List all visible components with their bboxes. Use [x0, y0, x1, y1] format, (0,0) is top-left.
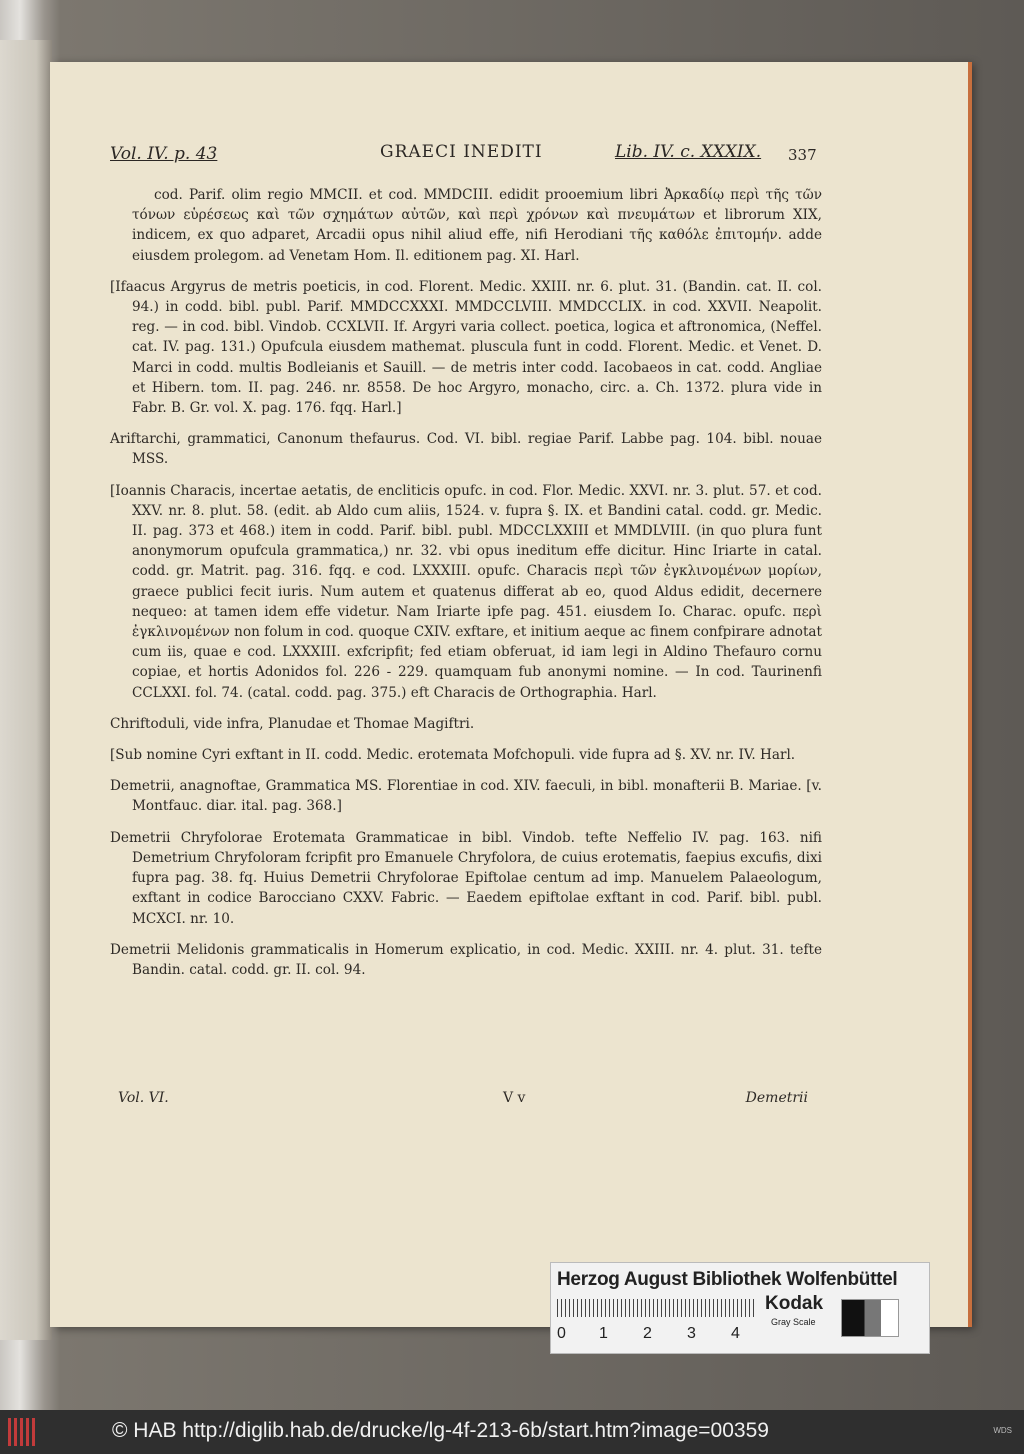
viewer-bar	[0, 1410, 1024, 1454]
source-url[interactable]: © HAB http://diglib.hab.de/drucke/lg-4f-213-6b/start.htm?image=00359	[112, 1419, 769, 1442]
page-body	[110, 185, 822, 991]
gray-scale-label: Gray Scale	[771, 1317, 816, 1327]
ruler-number: 1	[599, 1325, 608, 1342]
page-footer	[118, 1090, 808, 1112]
entry-demetrius-melido: Demetrii Melidonis grammaticalis in Homerum explicatio, in cod. Medic. XXIII. nr. 4. plut. 31. tefte Bandin. catal. codd. gr. II. col. 94.	[110, 941, 822, 978]
running-head	[110, 142, 820, 168]
ruler-number: 3	[687, 1325, 696, 1342]
hab-logo-icon	[8, 1418, 38, 1446]
page-number: 337	[788, 146, 817, 164]
entry-christodulus: Chriftoduli, vide infra, Planudae et Thomae Magiftri.	[110, 715, 475, 732]
wds-badge: WDS	[993, 1426, 1012, 1435]
entry-aristarchus: Ariftarchi, grammatici, Canonum thefaurus. Cod. VI. bibl. regiae Parif. Labbe pag. 104. bibl. nouae MSS.	[110, 431, 822, 468]
entry-cyrus: [Sub nomine Cyri exftant in II. codd. Medic. erotemata Mofchopuli. vide fupra ad §. XV. nr. IV. Harl.	[110, 747, 796, 764]
entry-ioannes-charax: [Ioannis Characis, incertae aetatis, de encliticis opufc. in cod. Flor. Medic. XXVI. nr. 3. plut. 57. et cod. XXV. nr. 8. plut. 58. (edit. ab Aldo cum aliis, 1524. v. fupra §. IX. et Bandini catal. codd. gr. Medic. II. pag. 373 et 468.) item in codd. Parif. bibl. publ. MDCCLXXIII et MMDLVIII. (in quo plura funt anonymorum opufcula grammatica,) nr. 32. vbi opus ineditum effe dicitur. Hinc Iriarte in catal. codd. gr. Matrit. pag. 316. fqq. e cod. LXXXIII. opufc. Characis περὶ τῶν ἐγκλινομένων μορίων, graece publici fecit iuris. Num autem et quatenus differat ab eo, quod Aldus edidit, decernere nequeo: at tamen idem effe videtur. Nam Iriarte ipfe pag. 451. eiusdem Io. Charac. opufc. περὶ ἐγκλινομένων non folum in cod. quoque CXIV. exftare, et initium aeque ac finem confpirare adnotat cum iis, quae e cod. LXXXIII. exfcripfit; fed etiam obferuat, id iam legi in Aldino Thefauro cornu copiae, et hortis Adonidos fol. 226 - 229. quamquam fub anonymi nomine. — In cod. Taurinenfi CCLXXI. fol. 74. (catal. codd. pag. 375.) eft Characis de Orthographia. Harl.	[110, 482, 822, 701]
library-name: Herzog August Bibliothek Wolfenbüttel	[557, 1269, 898, 1290]
ruler-scale	[557, 1299, 757, 1317]
footer-signature: V v	[503, 1090, 526, 1106]
running-head-volume: Vol. IV. p. 43	[110, 144, 218, 164]
running-head-chapter: Lib. IV. c. XXXIX.	[615, 142, 762, 162]
footer-volume: Vol. VI.	[118, 1090, 169, 1106]
ruler-number: 0	[557, 1325, 566, 1342]
ruler-number: 4	[731, 1325, 740, 1342]
kodak-logo: Kodak	[765, 1293, 824, 1314]
color-chart	[550, 1262, 930, 1354]
entry-arcadius: cod. Parif. olim regio MMCII. et cod. MMDCIII. edidit prooemium libri Ἀρκαδίῳ περὶ τῆς τῶν τόνων εὑρέσεως καὶ τῶν σχημάτων αὐτῶν, καὶ περὶ χρόνων καὶ πνευμάτων et librorum XIX, indicem, ex quo adparet, Arcadii opus nihil aliud effe, nifi Herodiani τῆς καθόλε ἐπιτομήν. adde eiusdem prolegom. ad Venetam Hom. Il. editionem pag. XI. Harl.	[132, 187, 822, 264]
gray-patch	[841, 1299, 899, 1337]
facing-page-edge	[0, 40, 52, 1340]
running-head-title: GRAECI INEDITI	[380, 142, 543, 162]
entry-isaacus-argyrus: [Ifaacus Argyrus de metris poeticis, in cod. Florent. Medic. XXIII. nr. 6. plut. 31. (Bandin. cat. II. col. 94.) in codd. bibl. publ. Parif. MMDCCXXXI. MMDCCLVIII. MMDCCLIX. in cod. XXVII. Neapolit. reg. — in cod. bibl. Vindob. CCXLVII. If. Argyri varia collect. poetica, logica et aftronomica, (Neffel. cat. IV. pag. 131.) Opufcula eiusdem mathemat. pluscula funt in codd. Florent. Medic. et Venet. D. Marci in codd. multis Bodleianis et Sauill. — de metris inter codd. Iacobaeos in cat. codd. Angliae et Hibern. tom. II. pag. 246. nr. 8558. De hoc Argyro, monacho, circ. a. Ch. 1372. plura vide in Fabr. B. Gr. vol. X. pag. 176. fqq. Harl.]	[110, 278, 822, 417]
ruler-number: 2	[643, 1325, 652, 1342]
entry-demetrius-chrysoloras: Demetrii Chryfolorae Erotemata Grammaticae in bibl. Vindob. tefte Neffelio IV. pag. 163. nifi Demetrium Chryfoloram fcripfit pro Emanuele Chryfolora, de cuius erotematis, faepius excufis, dixi fupra pag. 38. fq. Huius Demetrii Chryfolorae Epiftolae centum ad imp. Manuelem Palaeologum, exftant in codice Barocciano CXXV. Fabric. — Eaedem epiftolae exftant in cod. Parif. bibl. publ. MCXCI. nr. 10.	[110, 829, 822, 927]
entry-demetrius-anagnostes: Demetrii, anagnoftae, Grammatica MS. Florentiae in cod. XIV. faeculi, in bibl. monafterii B. Mariae. [v. Montfauc. diar. ital. pag. 368.]	[110, 778, 822, 815]
footer-catchword: Demetrii	[745, 1090, 808, 1106]
